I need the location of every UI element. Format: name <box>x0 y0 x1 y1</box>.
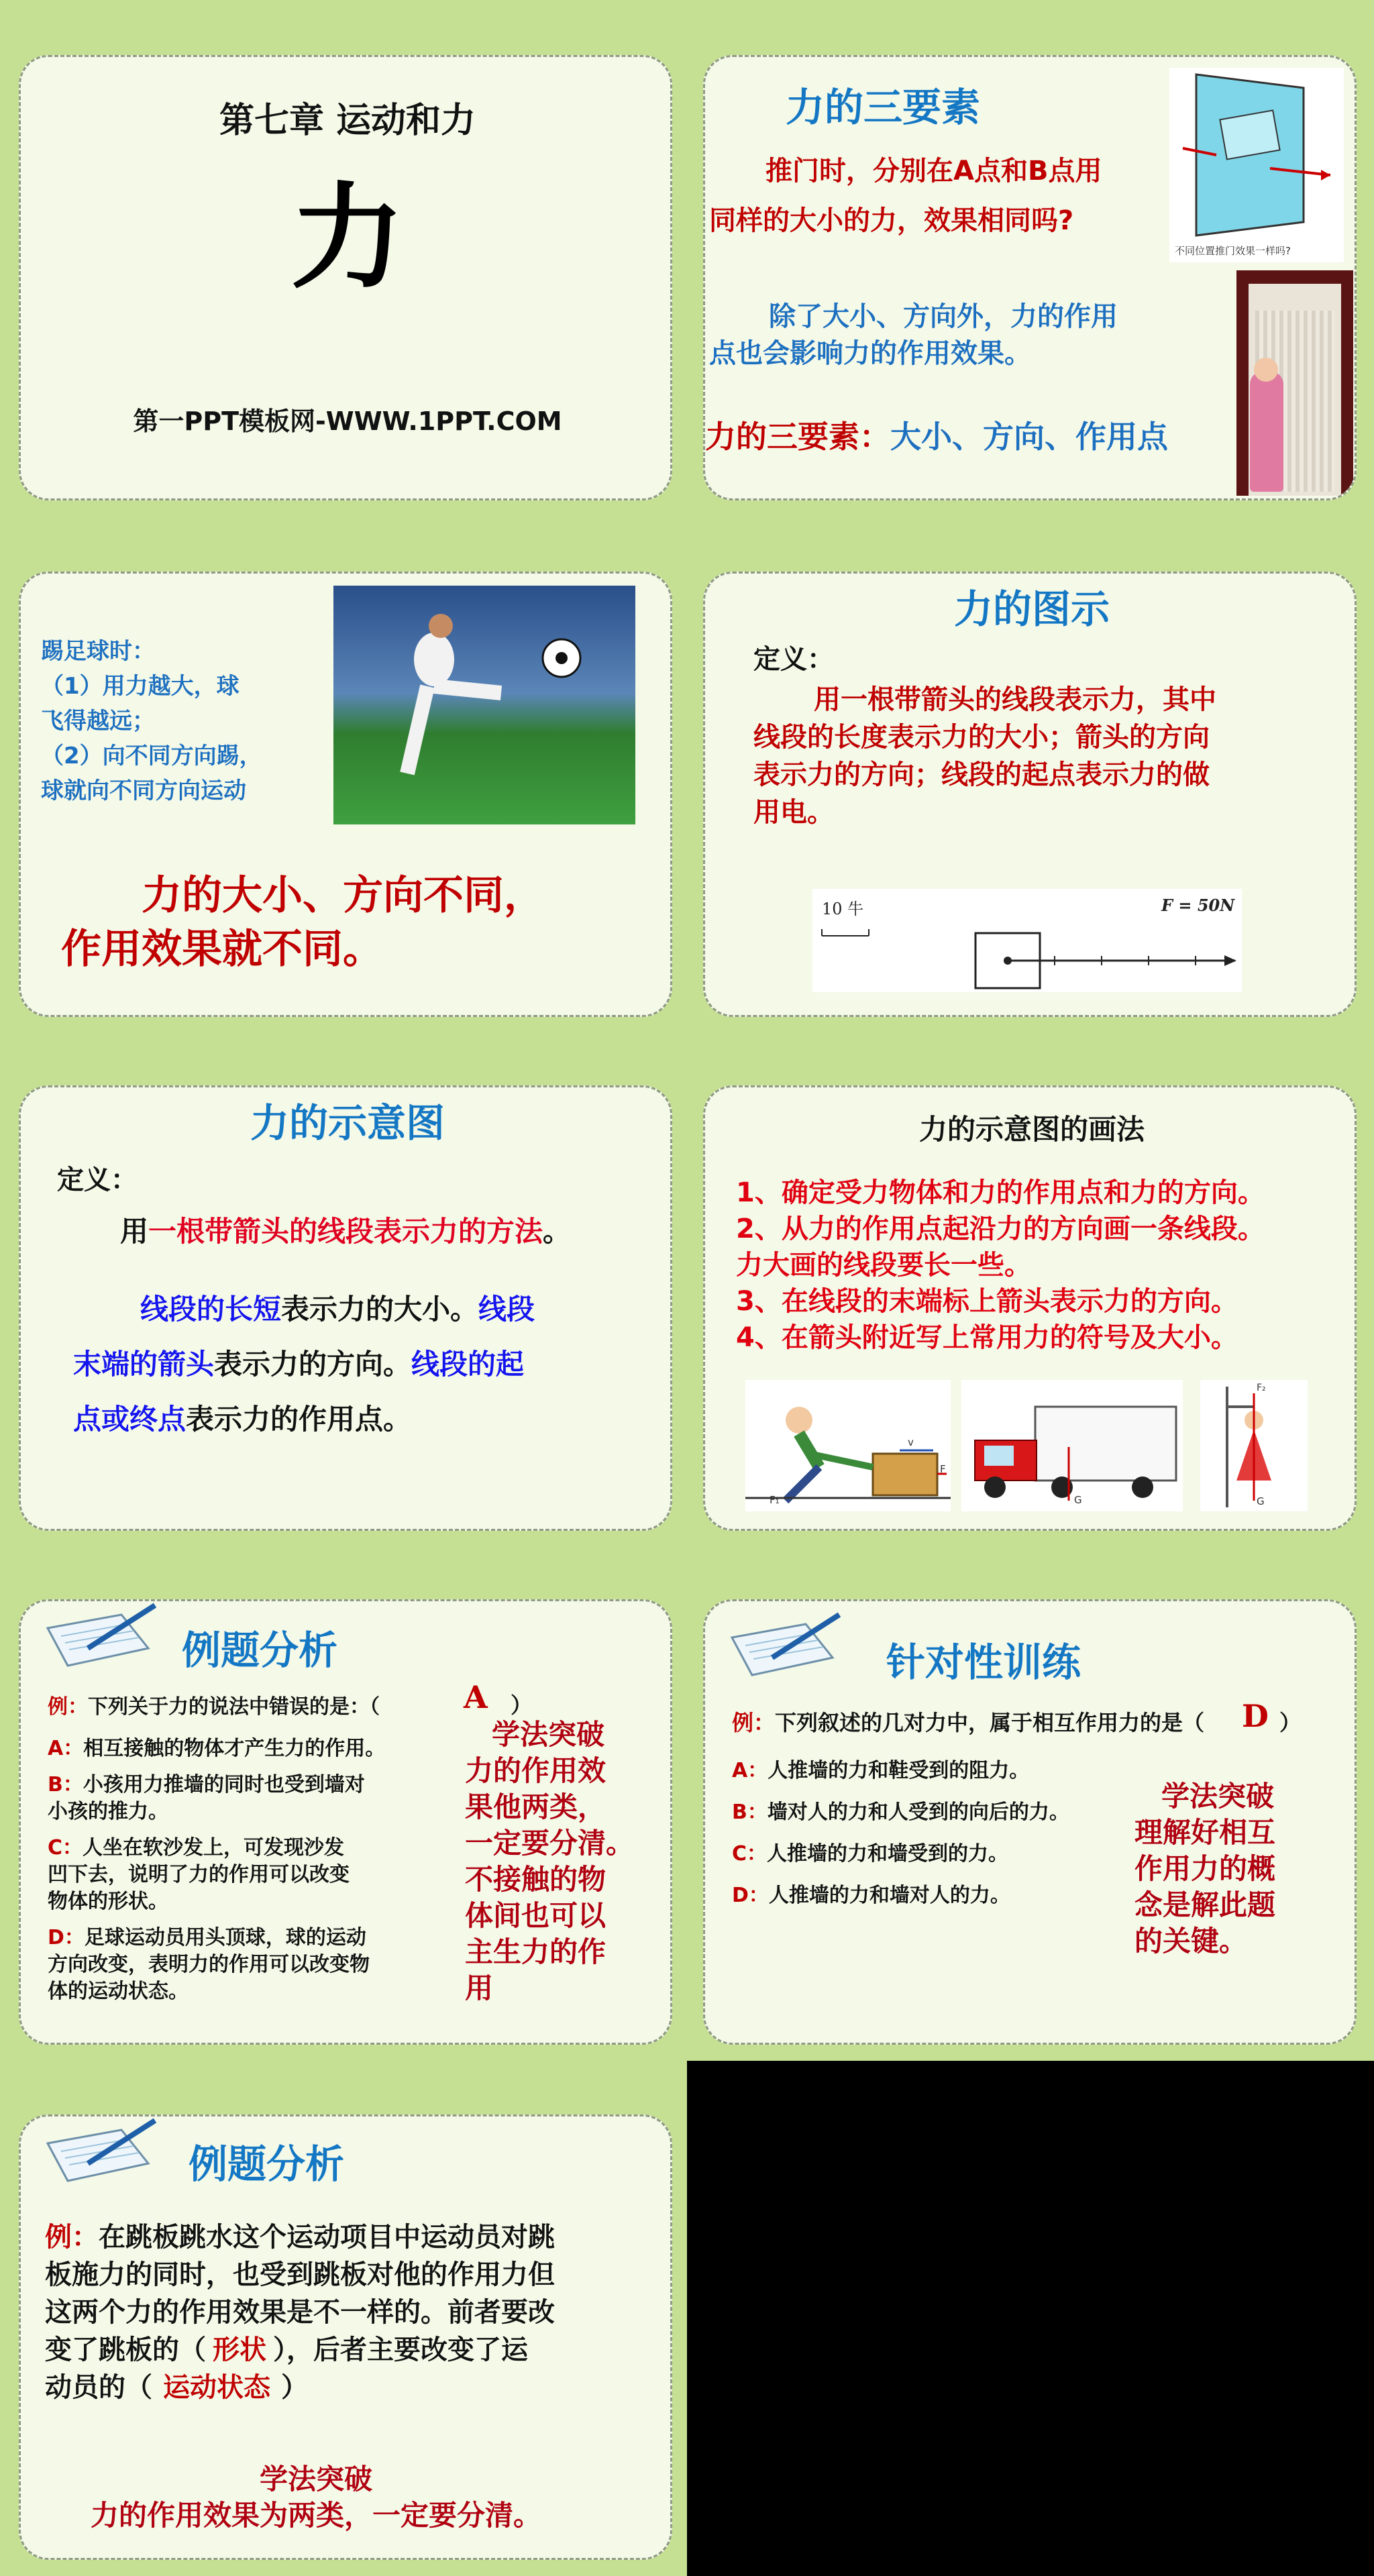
question-line <box>732 1706 1204 1737</box>
question-paragraph <box>45 2218 555 2406</box>
tip-line-1: 理解好相互 <box>1134 1816 1276 1849</box>
spring-scale-illustration <box>1200 1380 1308 1511</box>
tip-line-2: 作用力的概 <box>1134 1852 1276 1885</box>
option-d-text: 人推墙的力和墙对人的力。 <box>768 1884 1010 1907</box>
option-a-text: 人推墙的力和鞋受到的阻力。 <box>768 1759 1030 1782</box>
question-line-5a: 动员的（ <box>45 2372 152 2403</box>
tip-line-3: 一定要分清。 <box>465 1827 635 1860</box>
tip-line-4: 的关键。 <box>1134 1925 1248 1957</box>
option-d-text: 足球运动员用头顶球，球的运动 <box>84 1926 366 1949</box>
def-text-c: 。 <box>543 1215 572 1248</box>
slide-title[interactable] <box>19 55 672 500</box>
slide-heading: 例题分析 <box>182 1627 338 1673</box>
slide-force-diagram[interactable] <box>19 1085 672 1531</box>
slide-heading: 力的示意图的画法 <box>918 1113 1145 1146</box>
step-2-note: 力大画的线段要长一些。 <box>736 1250 1031 1281</box>
kick-conclusion <box>61 869 544 976</box>
kick-explanation <box>41 634 262 808</box>
question-close: ） <box>1279 1710 1302 1735</box>
slide-force-graph[interactable] <box>703 572 1357 1017</box>
question-label: 例： <box>732 1710 776 1735</box>
question-text: 下列关于力的说法中错误的是：（ <box>88 1695 380 1719</box>
def-text-a: 用 <box>120 1215 149 1248</box>
slide-drawing-steps[interactable] <box>703 1085 1357 1531</box>
pushing-box-illustration <box>745 1380 951 1511</box>
step-2: 2、从力的作用点起沿力的方向画一条线段。 <box>736 1214 1265 1244</box>
kick-intro: 踢足球时： <box>41 638 155 665</box>
girl-door-photo <box>1236 270 1353 496</box>
arrow-term: 末端的箭头 <box>73 1348 215 1381</box>
arrow-meaning: 表示力的方向。 <box>214 1348 412 1381</box>
chapter-title: 第七章 运动和力 <box>219 101 476 141</box>
question-line-2: 板施力的同时，也受到跳板对他的作用力但 <box>45 2259 555 2290</box>
question-text: 下列叙述的几对力中，属于相互作用力的是（ <box>775 1710 1205 1735</box>
door-caption: 不同位置推门效果一样吗? <box>1175 245 1291 257</box>
question-line-1: 推门时，分别在A点和B点用 <box>765 156 1102 186</box>
tip-text: 力的作用效果为两类，一定要分清。 <box>90 2499 541 2532</box>
option-a-text: 相互接触的物体才产生力的作用。 <box>83 1737 386 1760</box>
kick-item2-line2: 球就向不同方向运动 <box>41 777 246 804</box>
slide-example-analysis-1[interactable] <box>19 1599 672 2045</box>
question-line-4b: ），后者主要改变了运 <box>273 2334 528 2365</box>
steps-list <box>736 1175 1265 1356</box>
question-line-1: 在跳板跳水这个运动项目中运动员对跳 <box>99 2222 555 2253</box>
tip-line-4: 不接触的物 <box>465 1863 606 1896</box>
definition-label: 定义： <box>753 644 834 675</box>
tip-title: 学法突破 <box>1161 1780 1275 1813</box>
fig-label-g-truck: G <box>1074 1494 1082 1506</box>
definition-text <box>753 681 1216 831</box>
fig-label-f: F <box>940 1463 946 1475</box>
tip-title: 学法突破 <box>259 2463 372 2496</box>
question-line-2: 同样的大小的力，效果相同吗? <box>709 205 1074 236</box>
start-term-1: 线段的起 <box>411 1348 525 1381</box>
slide-kick-football[interactable] <box>19 572 672 1017</box>
option-b-text: 墙对人的力和人受到的向后的力。 <box>767 1801 1069 1824</box>
definition-line-1: 用一根带箭头的线段表示力，其中 <box>814 684 1216 715</box>
fig-label-g-person: G <box>1257 1495 1265 1507</box>
length-term: 线段的长短 <box>140 1293 282 1326</box>
tip-line-3: 念是解此题 <box>1134 1888 1276 1921</box>
option-c-text: 人推墙的力和墙受到的力。 <box>767 1842 1009 1866</box>
football-player-photo <box>333 586 635 824</box>
slide-targeted-training[interactable] <box>703 1599 1357 2045</box>
slide-heading: 力的三要素 <box>786 85 981 130</box>
slide-heading: 例题分析 <box>189 2141 345 2187</box>
slide-heading: 力的图示 <box>953 586 1110 632</box>
fig-label-v: v <box>908 1436 914 1448</box>
method-tip <box>465 1717 634 2006</box>
three-elements-summary <box>705 413 1168 457</box>
tip-line-7: 用 <box>465 1972 494 2004</box>
notepad-pen-icon <box>41 1601 162 1675</box>
option-d-label: D： <box>732 1884 769 1907</box>
note-line-1: 除了大小、方向外，力的作用 <box>769 301 1118 332</box>
option-a-label: A： <box>732 1759 768 1782</box>
option-d-label: D： <box>48 1926 85 1949</box>
notepad-pen-icon <box>725 1611 846 1684</box>
option-c-label: C： <box>732 1842 768 1866</box>
answer-shape: 形状 <box>213 2334 266 2365</box>
slide-heading: 针对性训练 <box>886 1640 1081 1685</box>
method-tip <box>1134 1778 1275 1960</box>
option-c-label: C： <box>48 1836 83 1860</box>
options-list <box>48 1735 450 2005</box>
meaning-paragraph <box>73 1282 535 1447</box>
definition-line-3: 表示力的方向；线段的起点表示力的做 <box>753 759 1210 790</box>
force-graph-figure <box>812 889 1242 992</box>
definition-line-2: 线段的长度表示力的大小；箭头的方向 <box>753 722 1210 753</box>
conclusion-line-1: 力的大小、方向不同， <box>142 872 544 919</box>
question-line-4a: 变了跳板的（ <box>45 2334 206 2365</box>
start-meaning: 表示力的作用点。 <box>186 1403 412 1436</box>
tip-line-6: 主生力的作 <box>465 1935 606 1968</box>
note-line-2: 点也会影响力的作用效果。 <box>709 338 1031 369</box>
question-line <box>48 1690 380 1719</box>
tip-line-2: 果他两类， <box>465 1790 606 1823</box>
scale-label: 10 牛 <box>822 900 864 918</box>
option-d-cont-1: 方向改变，表明力的作用可以改变物 <box>48 1953 370 1976</box>
elements-values: 大小、方向、作用点 <box>890 419 1168 455</box>
question-label: 例： <box>45 2222 99 2253</box>
tip-line-1: 力的作用效 <box>465 1754 606 1787</box>
definition-line-4: 用电。 <box>753 797 834 828</box>
step-3: 3、在线段的末端标上箭头表示力的方向。 <box>736 1286 1238 1317</box>
options-list <box>732 1750 1069 1917</box>
option-d-cont-2: 体的运动状态。 <box>48 1980 189 2003</box>
big-title: 力 <box>290 172 405 305</box>
slide-heading: 力的示意图 <box>250 1100 445 1146</box>
fig-label-f1: F₁ <box>770 1494 780 1506</box>
conclusion-line-2: 作用效果就不同。 <box>61 926 383 973</box>
answer-letter: D <box>1242 1698 1269 1734</box>
definition-label: 定义： <box>57 1165 138 1195</box>
tip-line-5: 体间也可以 <box>465 1899 606 1932</box>
elements-label: 力的三要素： <box>705 419 890 455</box>
step-1: 1、确定受力物体和力的作用点和力的方向。 <box>736 1177 1265 1208</box>
question-line-5b: ） <box>281 2372 308 2403</box>
length-meaning: 表示力的大小。 <box>281 1293 479 1326</box>
tip-title: 学法突破 <box>492 1718 605 1751</box>
option-b-label: B： <box>732 1801 768 1824</box>
door-diagram-image <box>1169 68 1344 262</box>
option-c-cont-1: 凹下去，说明了力的作用可以改变 <box>48 1863 350 1886</box>
kick-item1-line1: （1）用力越大，球 <box>41 673 240 700</box>
slide-three-elements[interactable] <box>703 55 1357 500</box>
answer-motion-state: 运动状态 <box>163 2372 270 2403</box>
segment-term: 线段 <box>478 1293 535 1326</box>
def-text-highlight: 一根带箭头的线段表示力的方法 <box>148 1215 543 1248</box>
option-a-label: A： <box>48 1737 84 1760</box>
site-footer: 第一PPT模板网-WWW.1PPT.COM <box>133 407 562 436</box>
notepad-pen-icon <box>41 2116 162 2190</box>
black-empty-area <box>687 2061 1374 2576</box>
option-b-text: 小孩用力推墙的同时也受到墙对 <box>83 1773 365 1796</box>
option-b-cont: 小孩的推力。 <box>48 1800 168 1823</box>
answer-letter: A <box>464 1679 488 1715</box>
question-close: ） <box>511 1693 533 1718</box>
step-4: 4、在箭头附近写上常用力的符号及大小。 <box>736 1322 1238 1353</box>
truck-illustration <box>961 1380 1183 1511</box>
force-label: F = 50N <box>1161 896 1235 915</box>
start-term-2: 点或终点 <box>73 1403 187 1436</box>
question-line-3: 这两个力的作用效果是不一样的。前者要改 <box>45 2297 555 2328</box>
definition-line <box>120 1210 571 1250</box>
slide-example-analysis-2[interactable] <box>19 2114 672 2560</box>
fig-label-f2: F₂ <box>1257 1383 1266 1393</box>
kick-item2-line1: （2）向不同方向踢， <box>41 743 262 769</box>
option-c-text: 人坐在软沙发上，可发现沙发 <box>83 1836 345 1860</box>
question-label: 例： <box>48 1695 88 1719</box>
option-b-label: B： <box>48 1773 83 1796</box>
kick-item1-line2: 飞得越远； <box>41 708 155 735</box>
option-c-cont-2: 物体的形状。 <box>48 1890 168 1913</box>
